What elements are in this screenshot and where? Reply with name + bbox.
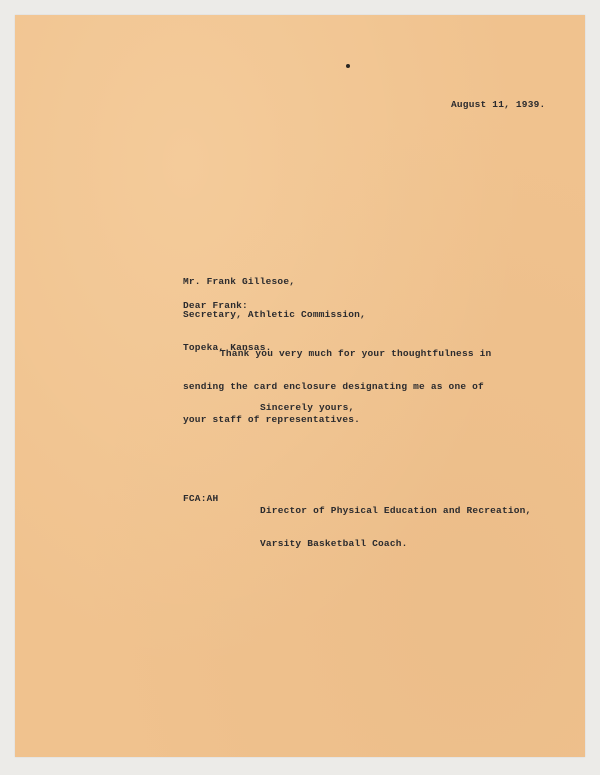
letter-body (183, 326, 491, 447)
body-line: Thank you very much for your thoughtfulness in (220, 348, 492, 359)
letter-date: August 11, 1939. (451, 99, 546, 110)
body-line: sending the card enclosure designating me as one of (183, 381, 484, 392)
signature-title-line: Varsity Basketball Coach. (260, 538, 408, 549)
complimentary-closing: Sincerely yours, (260, 402, 355, 413)
letter-page (15, 15, 585, 757)
punch-mark (346, 64, 350, 68)
reference-initials: FCA:AH (183, 493, 219, 504)
address-line: Topeka, Kansas. (183, 342, 272, 353)
salutation: Dear Frank: (183, 300, 248, 311)
address-line: Secretary, Athletic Commission, (183, 309, 366, 320)
address-line: Mr. Frank Gillesoe, (183, 276, 296, 287)
body-line: your staff of representatives. (183, 414, 361, 425)
signature-block (260, 483, 531, 571)
signature-title-line: Director of Physical Education and Recreation, (260, 505, 532, 516)
